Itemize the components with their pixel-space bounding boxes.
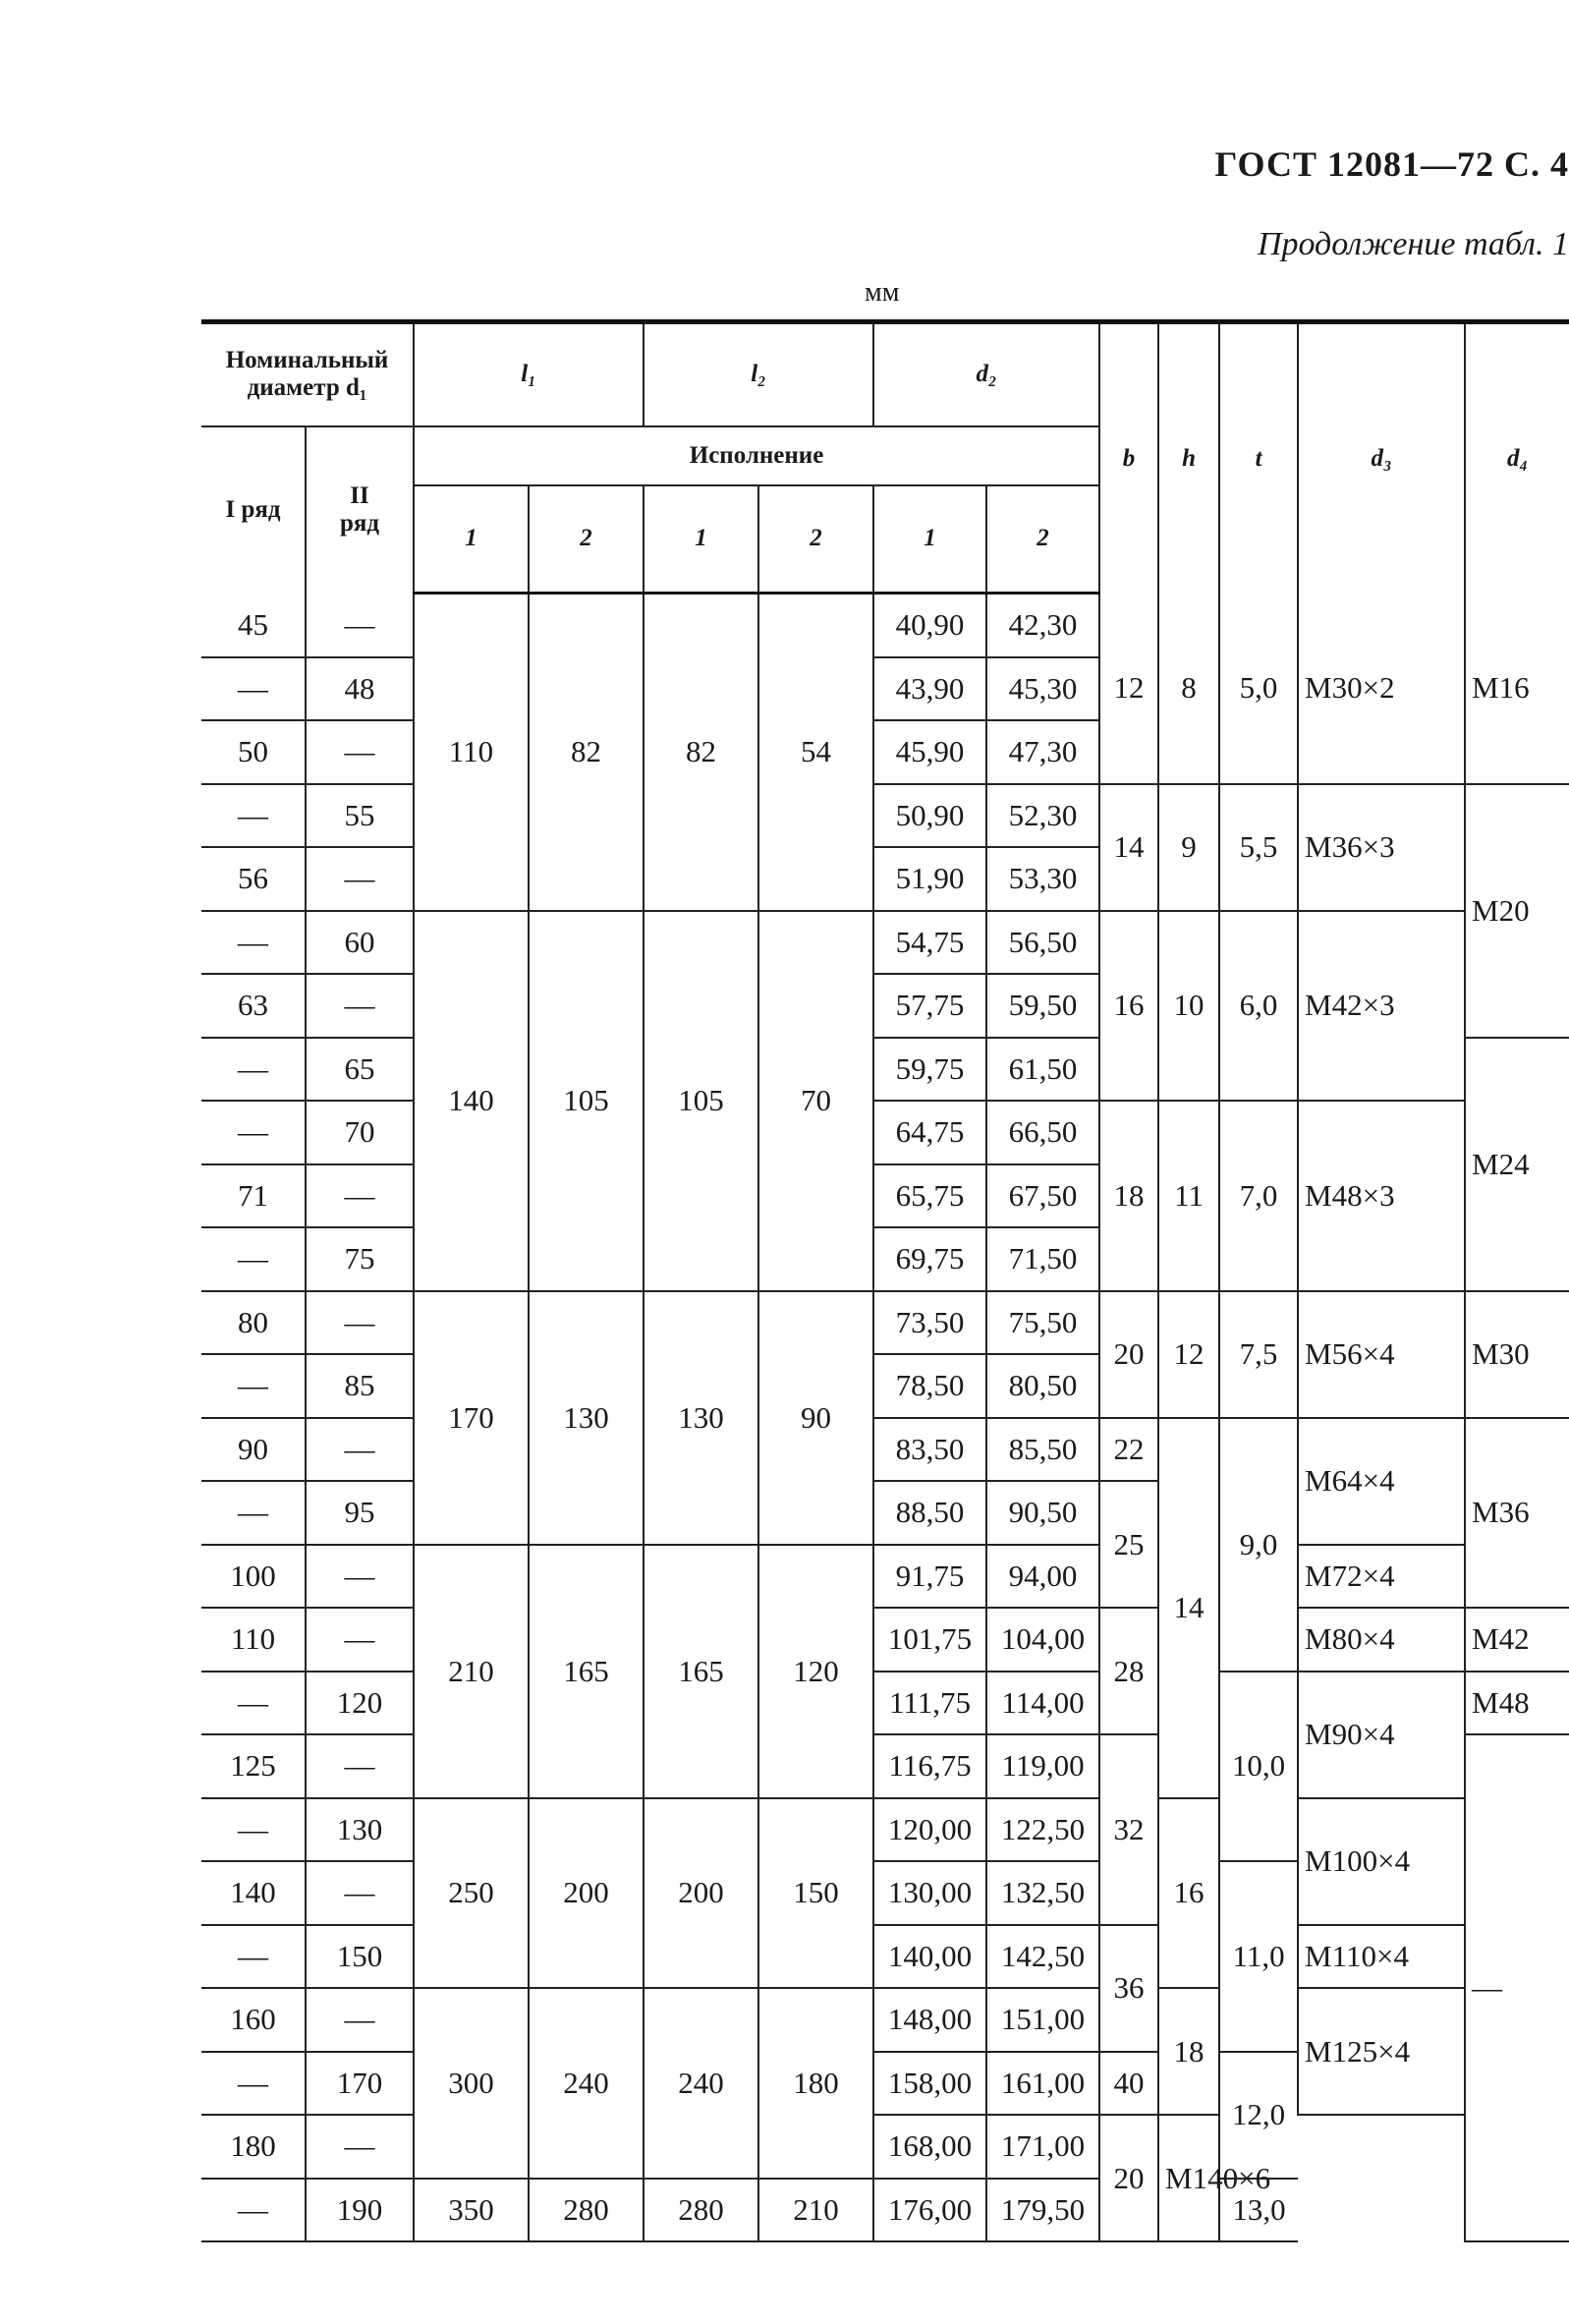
l1-ex1-value: 110 xyxy=(414,594,529,911)
d2-ex2-value: 56,50 xyxy=(986,911,1099,975)
header-l1-ex2: 2 xyxy=(529,485,644,594)
row-ii-diameter: — xyxy=(306,1861,414,1925)
row-i-diameter: — xyxy=(201,1101,306,1164)
d2-ex1-value: 73,50 xyxy=(873,1291,986,1355)
d2-ex2-value: 67,50 xyxy=(986,1164,1099,1228)
l1-ex2-value: 280 xyxy=(529,2179,644,2242)
d2-ex2-value: 52,30 xyxy=(986,784,1099,848)
d2-ex1-value: 59,75 xyxy=(873,1038,986,1102)
row-ii-diameter: — xyxy=(306,720,414,784)
l2-ex1-value: 240 xyxy=(644,1988,758,2179)
table-body xyxy=(201,594,1569,2242)
row-ii-diameter: — xyxy=(306,1608,414,1672)
row-ii-diameter: 85 xyxy=(306,1354,414,1418)
t-value: 5,0 xyxy=(1219,594,1298,784)
l1-ex1-value: 250 xyxy=(414,1798,529,1989)
l1-ex1-value: 210 xyxy=(414,1545,529,1798)
row-i-diameter: 45 xyxy=(201,594,306,657)
row-ii-diameter: 65 xyxy=(306,1038,414,1102)
l1-ex2-value: 240 xyxy=(529,1988,644,2179)
row-i-diameter: — xyxy=(201,1038,306,1102)
d3-thread-value: М125×4 xyxy=(1298,1988,1465,2115)
d2-ex1-value: 130,00 xyxy=(873,1861,986,1925)
b-value: 12 xyxy=(1099,594,1158,784)
d2-ex1-value: 54,75 xyxy=(873,911,986,975)
b-value: 20 xyxy=(1099,1291,1158,1418)
d3-thread-value: М110×4 xyxy=(1298,1925,1465,1989)
d2-ex1-value: 51,90 xyxy=(873,847,986,911)
d2-ex2-value: 42,30 xyxy=(986,594,1099,657)
d2-ex2-value: 80,50 xyxy=(986,1354,1099,1418)
row-ii-diameter: — xyxy=(306,974,414,1038)
d3-thread-value: М36×3 xyxy=(1298,784,1465,911)
d3-thread-value: М42×3 xyxy=(1298,911,1465,1102)
b-value: 40 xyxy=(1099,2052,1158,2116)
d2-ex2-value: 151,00 xyxy=(986,1988,1099,2052)
l1-ex1-value: 300 xyxy=(414,1988,529,2179)
b-value: 18 xyxy=(1099,1101,1158,1291)
d3-thread-value: М140×6 xyxy=(1158,2115,1219,2241)
d2-ex1-value: 83,50 xyxy=(873,1418,986,1482)
l2-ex2-value: 180 xyxy=(758,1988,873,2179)
header-row-ii: II ряд xyxy=(306,426,414,594)
h-value: 9 xyxy=(1158,784,1219,911)
t-value: 6,0 xyxy=(1219,911,1298,1102)
d2-ex1-value: 111,75 xyxy=(873,1672,986,1735)
l2-ex1-value: 165 xyxy=(644,1545,758,1798)
d2-ex1-value: 116,75 xyxy=(873,1734,986,1798)
row-ii-diameter: 60 xyxy=(306,911,414,975)
row-ii-diameter: 70 xyxy=(306,1101,414,1164)
d2-ex2-value: 47,30 xyxy=(986,720,1099,784)
d2-ex2-value: 119,00 xyxy=(986,1734,1099,1798)
d2-ex2-value: 61,50 xyxy=(986,1038,1099,1102)
row-i-diameter: — xyxy=(201,1227,306,1291)
d4-thread-value: М20 xyxy=(1465,784,1569,1038)
d3-thread-value: М72×4 xyxy=(1298,1545,1465,1609)
row-ii-diameter: — xyxy=(306,2115,414,2179)
l1-ex2-value: 82 xyxy=(529,594,644,911)
d2-ex2-value: 66,50 xyxy=(986,1101,1099,1164)
t-value: 5,5 xyxy=(1219,784,1298,911)
l1-ex2-value: 130 xyxy=(529,1291,644,1545)
l1-ex2-value: 165 xyxy=(529,1545,644,1798)
h-value: 12 xyxy=(1158,1291,1219,1418)
row-ii-diameter: 95 xyxy=(306,1481,414,1545)
d2-ex2-value: 45,30 xyxy=(986,657,1099,721)
l2-ex2-value: 150 xyxy=(758,1798,873,1989)
d4-thread-value: М36 xyxy=(1465,1418,1569,1609)
l2-ex2-value: 120 xyxy=(758,1545,873,1798)
d2-ex2-value: 104,00 xyxy=(986,1608,1099,1672)
header-l1-ex1: 1 xyxy=(414,485,529,594)
d2-ex2-value: 53,30 xyxy=(986,847,1099,911)
d2-ex1-value: 140,00 xyxy=(873,1925,986,1989)
d3-thread-value: М30×2 xyxy=(1298,594,1465,784)
l2-ex2-value: 54 xyxy=(758,594,873,911)
header-row-i: I ряд xyxy=(225,496,281,523)
b-value: 28 xyxy=(1099,1608,1158,1734)
table-continuation-label: Продолжение табл. 1 xyxy=(1257,226,1569,262)
l2-ex2-value: 90 xyxy=(758,1291,873,1545)
d2-ex1-value: 176,00 xyxy=(873,2179,986,2242)
row-ii-diameter: — xyxy=(306,1164,414,1228)
row-ii-diameter: 170 xyxy=(306,2052,414,2116)
row-i-diameter: 90 xyxy=(201,1418,306,1482)
row-i-diameter: — xyxy=(201,784,306,848)
d2-ex1-value: 148,00 xyxy=(873,1988,986,2052)
d2-ex1-value: 64,75 xyxy=(873,1101,986,1164)
header-d2-ex1: 1 xyxy=(873,485,986,594)
d2-ex1-value: 120,00 xyxy=(873,1798,986,1862)
t-value: 7,0 xyxy=(1219,1101,1298,1291)
t-value: 11,0 xyxy=(1219,1861,1298,2052)
header-l2-ex2: 2 xyxy=(758,485,873,594)
row-ii-diameter: 190 xyxy=(306,2179,414,2242)
row-i-diameter: — xyxy=(201,2052,306,2116)
d2-ex1-value: 50,90 xyxy=(873,784,986,848)
row-i-diameter: — xyxy=(201,1798,306,1862)
row-i-diameter: — xyxy=(201,1481,306,1545)
header-execution: Исполнение xyxy=(414,426,1099,485)
header-b: b xyxy=(1099,322,1158,594)
row-ii-diameter: — xyxy=(306,1734,414,1798)
d4-thread-value: М24 xyxy=(1465,1038,1569,1291)
h-value: 11 xyxy=(1158,1101,1219,1291)
row-ii-diameter: — xyxy=(306,594,414,657)
d2-ex2-value: 171,00 xyxy=(986,2115,1099,2179)
row-i-diameter: 160 xyxy=(201,1988,306,2052)
d2-ex2-value: 161,00 xyxy=(986,2052,1099,2116)
b-value: 14 xyxy=(1099,784,1158,911)
document-number: ГОСТ 12081—72 С. 4 xyxy=(1214,144,1569,184)
header-d2-ex2: 2 xyxy=(986,485,1099,594)
row-ii-diameter: 120 xyxy=(306,1672,414,1735)
h-value: 14 xyxy=(1158,1418,1219,1798)
row-i-diameter: 56 xyxy=(201,847,306,911)
h-value: 10 xyxy=(1158,911,1219,1102)
t-value: 10,0 xyxy=(1219,1672,1298,1862)
row-i-diameter: — xyxy=(201,911,306,975)
dimension-table xyxy=(201,319,1569,2242)
header-h: h xyxy=(1158,322,1219,594)
d2-ex2-value: 59,50 xyxy=(986,974,1099,1038)
d2-ex1-value: 69,75 xyxy=(873,1227,986,1291)
l1-ex1-value: 170 xyxy=(414,1291,529,1545)
header-d4: d₄ xyxy=(1465,322,1569,594)
h-value: 20 xyxy=(1099,2115,1158,2241)
b-value: 32 xyxy=(1099,1734,1158,1925)
d2-ex2-value: 85,50 xyxy=(986,1418,1099,1482)
row-i-diameter: 110 xyxy=(201,1608,306,1672)
h-value: 16 xyxy=(1158,1798,1219,1989)
header-d3: d₃ xyxy=(1298,322,1465,594)
row-ii-diameter: 75 xyxy=(306,1227,414,1291)
d3-thread-value: М56×4 xyxy=(1298,1291,1465,1418)
d4-thread-value: М16 xyxy=(1465,594,1569,784)
row-i-diameter: — xyxy=(201,1672,306,1735)
d2-ex2-value: 94,00 xyxy=(986,1545,1099,1609)
d2-ex1-value: 45,90 xyxy=(873,720,986,784)
d2-ex1-value: 158,00 xyxy=(873,2052,986,2116)
row-i-diameter: 50 xyxy=(201,720,306,784)
header-t: t xyxy=(1219,322,1298,594)
b-value: 16 xyxy=(1099,911,1158,1102)
row-ii-diameter: 130 xyxy=(306,1798,414,1862)
l2-ex1-value: 105 xyxy=(644,911,758,1291)
t-value: 7,5 xyxy=(1219,1291,1298,1418)
d2-ex2-value: 179,50 xyxy=(986,2179,1099,2242)
l1-ex2-value: 105 xyxy=(529,911,644,1291)
l2-ex1-value: 130 xyxy=(644,1291,758,1545)
d3-thread-value: М90×4 xyxy=(1298,1672,1465,1798)
l1-ex1-value: 350 xyxy=(414,2179,529,2242)
l1-ex2-value: 200 xyxy=(529,1798,644,1989)
h-value: 8 xyxy=(1158,594,1219,784)
d2-ex1-value: 57,75 xyxy=(873,974,986,1038)
b-value: 36 xyxy=(1099,1925,1158,2052)
row-ii-diameter: — xyxy=(306,1418,414,1482)
row-ii-diameter: — xyxy=(306,1291,414,1355)
row-i-diameter: 100 xyxy=(201,1545,306,1609)
row-i-diameter: 180 xyxy=(201,2115,306,2179)
d3-thread-value: М64×4 xyxy=(1298,1418,1465,1545)
row-i-diameter: 80 xyxy=(201,1291,306,1355)
row-ii-diameter: 55 xyxy=(306,784,414,848)
l1-ex1-value: 140 xyxy=(414,911,529,1291)
row-i-diameter: 71 xyxy=(201,1164,306,1228)
d3-thread-value: М80×4 xyxy=(1298,1608,1465,1672)
unit-label: мм xyxy=(865,277,900,308)
l2-ex2-value: 70 xyxy=(758,911,873,1291)
l2-ex1-value: 280 xyxy=(644,2179,758,2242)
l2-ex1-value: 200 xyxy=(644,1798,758,1989)
row-ii-diameter: 48 xyxy=(306,657,414,721)
d2-ex1-value: 65,75 xyxy=(873,1164,986,1228)
row-i-diameter: — xyxy=(201,1354,306,1418)
row-i-diameter: 125 xyxy=(201,1734,306,1798)
header-l1: l₁ xyxy=(414,322,644,426)
l2-ex1-value: 82 xyxy=(644,594,758,911)
header-l2: l₂ xyxy=(644,322,873,426)
row-ii-diameter: — xyxy=(306,1545,414,1609)
row-i-diameter: — xyxy=(201,657,306,721)
row-i-diameter: — xyxy=(201,2179,306,2242)
d2-ex2-value: 132,50 xyxy=(986,1861,1099,1925)
row-i-diameter: — xyxy=(201,1925,306,1989)
row-ii-diameter: 150 xyxy=(306,1925,414,1989)
l2-ex2-value: 210 xyxy=(758,2179,873,2242)
d2-ex1-value: 43,90 xyxy=(873,657,986,721)
d4-thread-value: М48 xyxy=(1465,1672,1569,1735)
b-value: 25 xyxy=(1099,1481,1158,1608)
d2-ex1-value: 91,75 xyxy=(873,1545,986,1609)
d2-ex2-value: 71,50 xyxy=(986,1227,1099,1291)
d4-thread-value: М30 xyxy=(1465,1291,1569,1418)
header-nominal-diameter: Номинальный диаметр d₁ xyxy=(201,322,414,426)
b-value: 22 xyxy=(1099,1418,1158,1482)
d4-thread-value: — xyxy=(1465,1734,1569,2241)
t-value: 13,0 xyxy=(1219,2179,1298,2242)
d2-ex1-value: 40,90 xyxy=(873,594,986,657)
d2-ex2-value: 75,50 xyxy=(986,1291,1099,1355)
d3-thread-value: М100×4 xyxy=(1298,1798,1465,1925)
h-value: 18 xyxy=(1158,1988,1219,2115)
d2-ex1-value: 168,00 xyxy=(873,2115,986,2179)
t-value: 9,0 xyxy=(1219,1418,1298,1672)
row-i-diameter: 63 xyxy=(201,974,306,1038)
row-ii-diameter: — xyxy=(306,847,414,911)
d2-ex2-value: 142,50 xyxy=(986,1925,1099,1989)
row-ii-diameter: — xyxy=(306,1988,414,2052)
header-d2: d₂ xyxy=(873,322,1099,426)
d2-ex1-value: 88,50 xyxy=(873,1481,986,1545)
d4-thread-value: М42 xyxy=(1465,1608,1569,1672)
d3-thread-value: М48×3 xyxy=(1298,1101,1465,1291)
row-i-diameter: 140 xyxy=(201,1861,306,1925)
d2-ex2-value: 90,50 xyxy=(986,1481,1099,1545)
t-value: 12,0 xyxy=(1219,2052,1298,2179)
d2-ex2-value: 114,00 xyxy=(986,1672,1099,1735)
d2-ex2-value: 122,50 xyxy=(986,1798,1099,1862)
d2-ex1-value: 78,50 xyxy=(873,1354,986,1418)
d2-ex1-value: 101,75 xyxy=(873,1608,986,1672)
header-l2-ex1: 1 xyxy=(644,485,758,594)
